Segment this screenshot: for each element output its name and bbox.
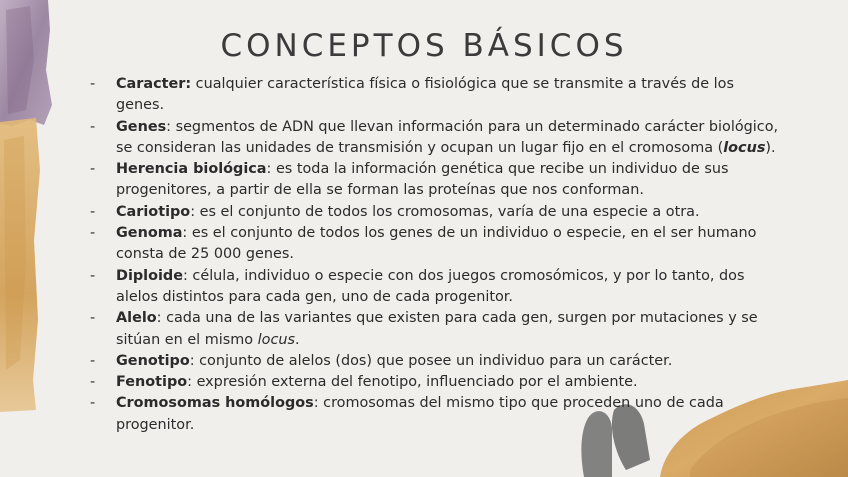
term: Genoma (116, 225, 183, 242)
term: Alelo (116, 310, 157, 327)
list-item (90, 266, 780, 309)
term: Cromosomas homólogos (116, 395, 314, 412)
bullet-dash: - (90, 395, 96, 412)
bullet-dash: - (90, 76, 96, 92)
definition-end: ). (765, 139, 776, 156)
definition: : conjunto de alelos (dos) que posee un individuo para un carácter. (189, 352, 673, 369)
bullet-dash: - (90, 203, 96, 220)
term: Cariotipo (116, 203, 191, 220)
definition: : segmentos de ADN que llevan información para un determinado carácter biológico, se consideran las unidades de transmisión y ocupan un lugar fijo en el cromosoma ( (116, 118, 779, 156)
list-item (90, 223, 780, 266)
definition: : es toda la información genética que recibe un individuo de sus progenitores, a partir de ella se forman las proteínas que nos conforman. (116, 161, 729, 199)
term: Caracter: (116, 76, 192, 92)
definition: : es el conjunto de todos los genes de un individuo o especie, en el ser humano consta de 25 000 genes. (116, 225, 757, 263)
list-item (90, 372, 780, 393)
term: Fenotipo (116, 374, 188, 391)
term: Diploide (116, 267, 183, 284)
term: Genotipo (116, 352, 190, 369)
list-item (90, 202, 780, 223)
bullet-dash: - (90, 267, 96, 284)
bullet-dash: - (90, 310, 96, 327)
definition: : expresión externa del fenotipo, influenciado por el ambiente. (187, 374, 638, 391)
term: Herencia biológica (116, 161, 267, 178)
definition: cualquier característica física o fisiológica que se transmite a través de los genes. (116, 76, 734, 114)
definition: : cada una de las variantes que existen para cada gen, surgen por mutaciones y se sitúan en el mismo (116, 310, 758, 348)
slide-title: CONCEPTOS BÁSICOS (220, 28, 628, 64)
emphasis: locus (257, 331, 296, 348)
bullet-dash: - (90, 225, 96, 242)
list-item (90, 159, 780, 202)
bullet-dash: - (90, 161, 96, 178)
concept-list (90, 74, 780, 436)
definition: : cromosomas del mismo tipo que proceden uno de cada progenitor. (116, 395, 724, 433)
bullet-dash: - (90, 374, 96, 391)
definition-end: . (295, 331, 300, 348)
bullet-dash: - (90, 118, 96, 135)
emphasis: locus (723, 139, 766, 156)
term: Genes (116, 118, 167, 135)
list-item (90, 308, 780, 351)
list-item (90, 351, 780, 372)
list-item (90, 393, 780, 436)
list-item (90, 117, 780, 160)
bullet-dash: - (90, 352, 96, 369)
definition: : célula, individuo o especie con dos juegos cromosómicos, y por lo tanto, dos alelos distintos para cada gen, uno de cada progenitor. (116, 267, 745, 305)
definition: : es el conjunto de todos los cromosomas, varía de una especie a otra. (190, 203, 700, 220)
list-item (90, 74, 780, 117)
